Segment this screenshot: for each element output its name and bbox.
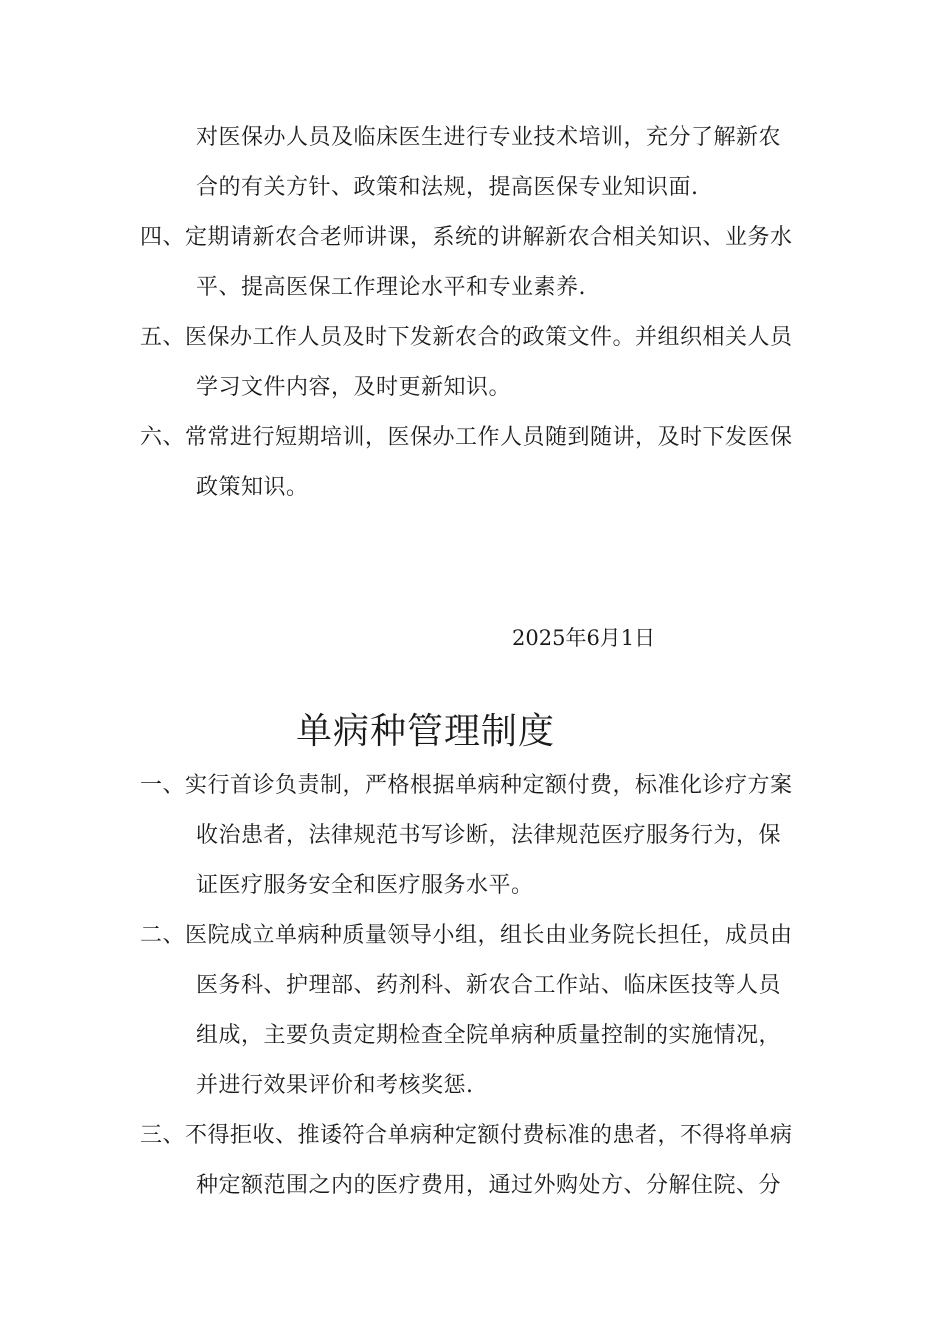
list-marker: 三、 [140,1123,186,1148]
list-item-6 [140,424,793,452]
list-item-4 [140,224,793,252]
list-item-1-continuation: 证医疗服务安全和医疗服务水平。 [196,873,534,898]
list-item-text: 常常进行短期培训，医保办工作人员随到随讲，及时下发医保 [185,425,793,450]
list-marker: 一、 [140,773,186,798]
list-marker: 五、 [140,325,186,350]
list-item-2-continuation: 组成，主要负责定期检查全院单病种质量控制的实施情况， [196,1023,782,1048]
list-item-2-continuation: 医务科、护理部、药剂科、新农合工作站、临床医技等人员 [196,973,782,998]
list-item-1 [140,772,793,800]
list-marker: 四、 [140,225,186,250]
list-item-5 [140,324,793,352]
paragraph-line: 对医保办人员及临床医生进行专业技术培训，充分了解新农 [196,125,782,150]
list-marker: 六、 [140,425,186,450]
section-title: 单病种管理制度 [296,711,556,752]
list-item-4-continuation: 平、提高医保工作理论水平和专业素养. [196,275,586,300]
list-item-6-continuation: 政策知识。 [196,475,309,500]
list-item-3 [140,1122,793,1150]
list-item-text: 实行首诊负责制，严格根据单病种定额付费，标准化诊疗方案 [185,773,793,798]
list-item-3-continuation: 种定额范围之内的医疗费用，通过外购处方、分解住院、分 [196,1173,782,1198]
list-item-5-continuation: 学习文件内容，及时更新知识。 [196,375,512,400]
document-date: 2025年6月1日 [512,626,656,650]
list-item-text: 医院成立单病种质量领导小组，组长由业务院长担任，成员由 [185,923,793,948]
list-item-text: 不得拒收、推诿符合单病种定额付费标准的患者，不得将单病 [185,1123,793,1148]
list-item-2-continuation: 并进行效果评价和考核奖惩. [196,1073,474,1098]
list-item-1-continuation: 收治患者，法律规范书写诊断，法律规范医疗服务行为，保 [196,823,782,848]
list-item-text: 医保办工作人员及时下发新农合的政策文件。并组织相关人员 [185,325,793,350]
list-item-2 [140,922,793,950]
list-marker: 二、 [140,923,186,948]
paragraph-line: 合的有关方针、政策和法规，提高医保专业知识面. [196,175,699,200]
list-item-text: 定期请新农合老师讲课，系统的讲解新农合相关知识、业务水 [185,225,793,250]
